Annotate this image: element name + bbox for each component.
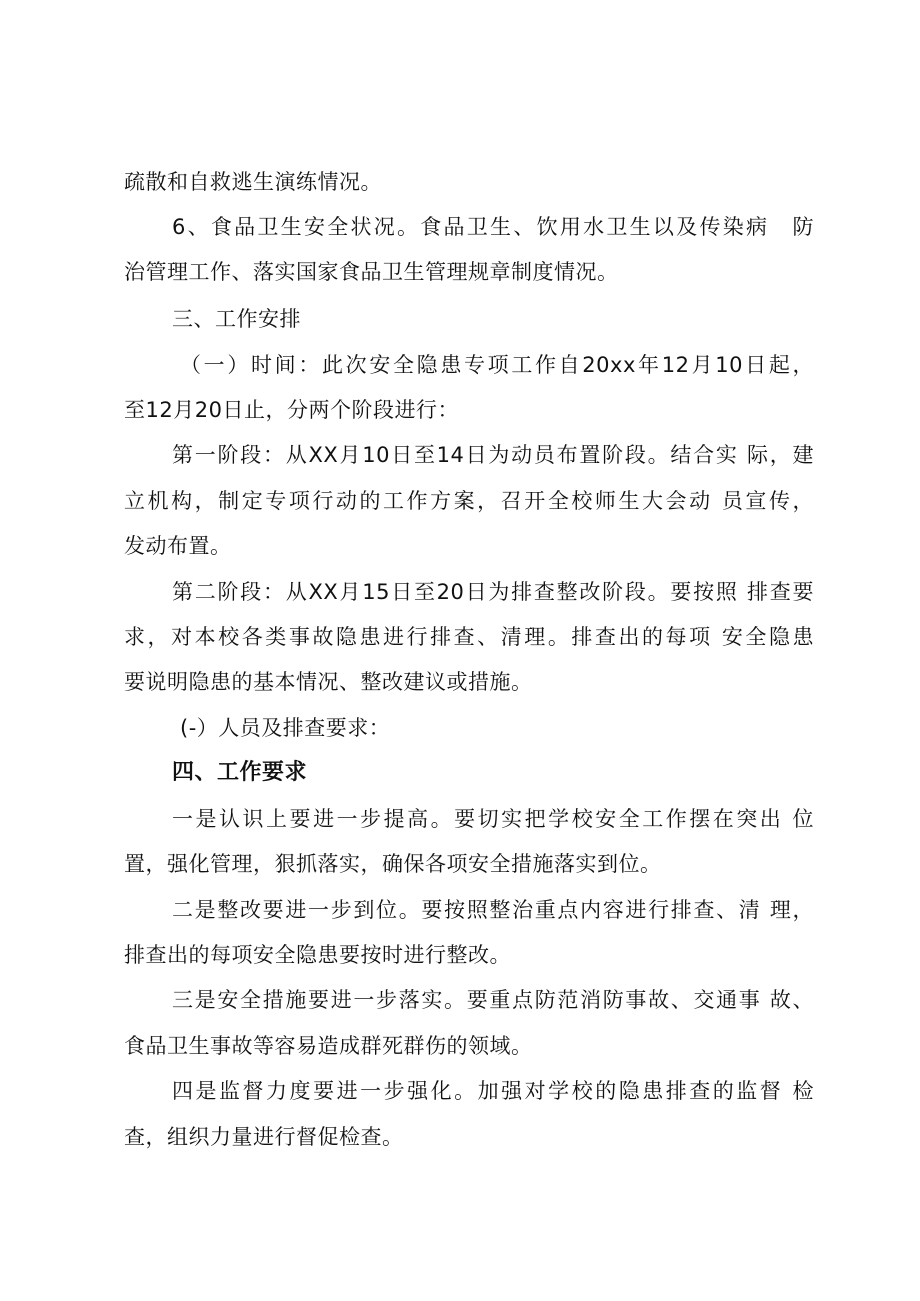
- text-line: 第二阶段：从XX月15日至20日为排查整改阶段。要按照 排查要: [172, 580, 814, 604]
- text-line: 排查出的每项安全隐患要按时进行整改。: [124, 943, 511, 967]
- text-line: 求，对本校各类事故隐患进行排查、清理。排查出的每项 安全隐患: [124, 625, 814, 649]
- text-line: 食品卫生事故等容易造成群死群伤的领域。: [124, 1034, 533, 1058]
- text-line: 二是整改要进一步到位。要按照整治重点内容进行排查、清 理，: [172, 898, 814, 922]
- text-line: 至12月20日止，分两个阶段进行：: [124, 398, 459, 422]
- text-line: 一是认识上要进一步提高。要切实把学校安全工作摆在突出 位: [172, 807, 814, 831]
- text-line: 发动布置。: [124, 534, 232, 558]
- text-line: 立机构，制定专项行动的工作方案，召开全校师生大会动 员宣传，: [124, 489, 814, 513]
- text-line: 治管理工作、落实国家食品卫生管理规章制度情况。: [124, 260, 619, 284]
- text-line: 疏散和自救逃生演练情况。: [124, 170, 382, 194]
- section-heading: 三、工作安排: [172, 307, 301, 331]
- text-line: 三是安全措施要进一步落实。要重点防范消防事故、交通事 故、: [172, 988, 814, 1012]
- text-line: 四是监督力度要进一步强化。加强对学校的隐患排查的监督 检: [172, 1079, 814, 1103]
- text-line: 第一阶段：从XX月10日至14日为动员布置阶段。结合实 际，建: [172, 443, 814, 467]
- section-heading: 四、工作要求: [172, 760, 308, 785]
- text-line: 6、食品卫生安全状况。食品卫生、饮用水卫生以及传染病 防: [172, 215, 814, 239]
- text-line: 查，组织力量进行督促检查。: [124, 1125, 404, 1149]
- text-line: (-）人员及排查要求：: [180, 716, 391, 740]
- text-line: 要说明隐患的基本情况、整改建议或措施。: [124, 670, 533, 694]
- text-line: 置，强化管理，狠抓落实，确保各项安全措施落实到位。: [124, 852, 662, 876]
- text-line: （一）时间：此次安全隐患专项工作自20xx年12月10日起，: [180, 353, 814, 377]
